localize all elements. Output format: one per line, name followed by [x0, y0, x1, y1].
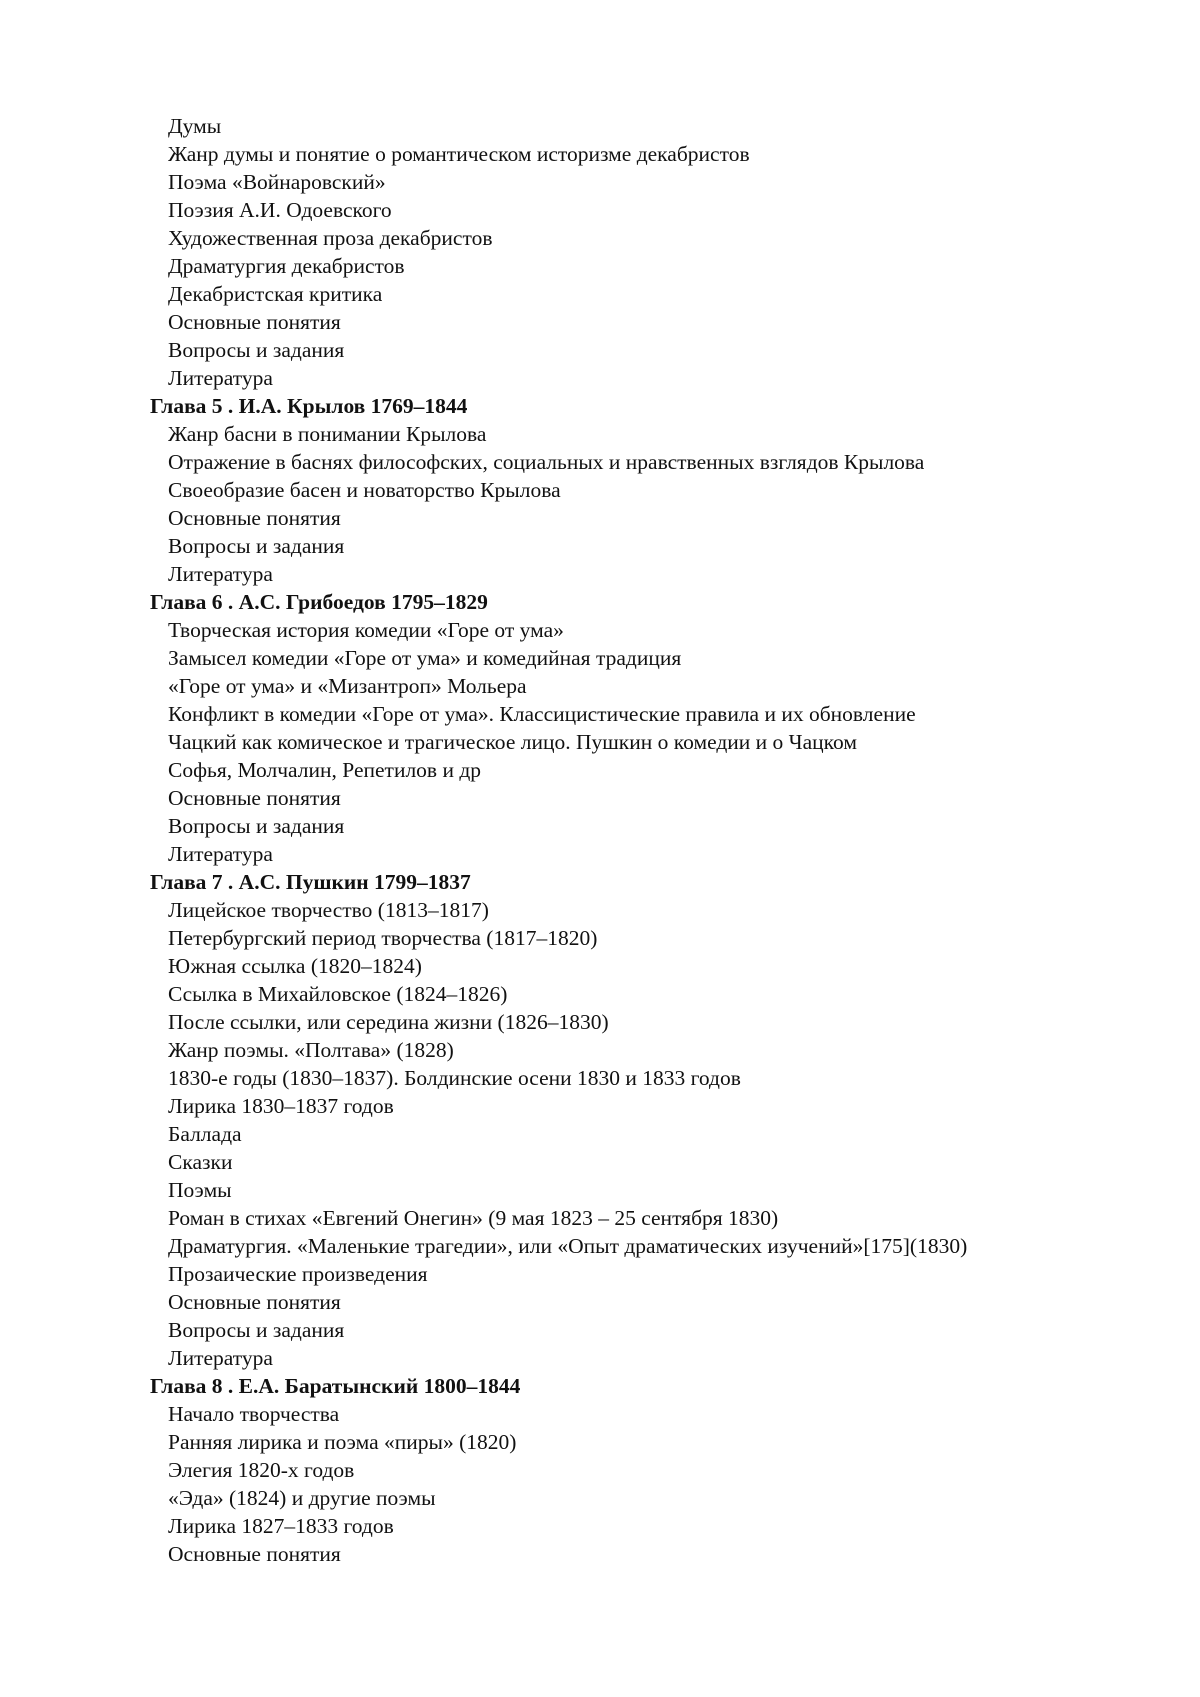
toc-entry: Лирика 1827–1833 годов: [168, 1514, 394, 1538]
toc-entry: Литература: [168, 366, 273, 390]
toc-entry: Поэзия А.И. Одоевского: [168, 198, 392, 222]
chapter-heading: Глава 5 . И.А. Крылов 1769–1844: [150, 394, 468, 418]
toc-entry: Лицейское творчество (1813–1817): [168, 898, 489, 922]
toc-entry: Вопросы и задания: [168, 814, 345, 838]
toc-entry: Жанр басни в понимании Крылова: [168, 422, 487, 446]
toc-entry: Замысел комедии «Горе от ума» и комедийная традиция: [168, 646, 682, 670]
toc-entry: Жанр думы и понятие о романтическом историзме декабристов: [168, 142, 750, 166]
toc-entry: Софья, Молчалин, Репетилов и др: [168, 758, 482, 782]
toc-page: [0, 112, 1200, 1568]
toc-entry: Баллада: [168, 1122, 242, 1146]
toc-entry: Основные понятия: [168, 1542, 341, 1566]
toc-entry: Конфликт в комедии «Горе от ума». Классицистические правила и их обновление: [168, 702, 916, 726]
toc-entry: Начало творчества: [168, 1402, 340, 1426]
toc-entry: Роман в стихах «Евгений Онегин» (9 мая 1823 – 25 сентября 1830): [168, 1206, 779, 1230]
toc-entry: Лирика 1830–1837 годов: [168, 1094, 394, 1118]
toc-entry: Петербургский период творчества (1817–1820): [168, 926, 598, 950]
toc-entry: Вопросы и задания: [168, 534, 345, 558]
toc-entry: Чацкий как комическое и трагическое лицо. Пушкин о комедии и о Чацком: [168, 730, 857, 754]
toc-entry: «Эда» (1824) и другие поэмы: [168, 1486, 436, 1510]
chapter-heading: Глава 8 . Е.А. Баратынский 1800–1844: [150, 1374, 521, 1398]
toc-entry: Вопросы и задания: [168, 1318, 345, 1342]
toc-entry: Отражение в баснях философских, социальных и нравственных взглядов Крылова: [168, 450, 925, 474]
toc-entry: Поэмы: [168, 1178, 232, 1202]
toc-entry: Думы: [168, 114, 222, 138]
toc-entry: Жанр поэмы. «Полтава» (1828): [168, 1038, 454, 1062]
toc-entry: Поэма «Войнаровский»: [168, 170, 386, 194]
toc-entry: Литература: [168, 842, 273, 866]
toc-entry: Основные понятия: [168, 506, 341, 530]
toc-entry: «Горе от ума» и «Мизантроп» Мольера: [168, 674, 527, 698]
toc-entry: После ссылки, или середина жизни (1826–1830): [168, 1010, 609, 1034]
toc-entry: Творческая история комедии «Горе от ума»: [168, 618, 564, 642]
toc-entry: Элегия 1820-х годов: [168, 1458, 355, 1482]
toc-entry: Художественная проза декабристов: [168, 226, 493, 250]
toc-entry: Сказки: [168, 1150, 233, 1174]
toc-entry: Ранняя лирика и поэма «пиры» (1820): [168, 1430, 517, 1454]
table-of-contents: [0, 112, 1200, 1568]
toc-entry: Основные понятия: [168, 310, 341, 334]
toc-entry: Литература: [168, 1346, 273, 1370]
toc-entry: Вопросы и задания: [168, 338, 345, 362]
toc-entry: Основные понятия: [168, 1290, 341, 1314]
toc-entry: Южная ссылка (1820–1824): [168, 954, 422, 978]
toc-entry: Литература: [168, 562, 273, 586]
toc-entry: Ссылка в Михайловское (1824–1826): [168, 982, 508, 1006]
toc-entry: 1830-е годы (1830–1837). Болдинские осени 1830 и 1833 годов: [168, 1066, 741, 1090]
toc-entry: Драматургия декабристов: [168, 254, 405, 278]
chapter-heading: Глава 7 . А.С. Пушкин 1799–1837: [150, 870, 471, 894]
toc-entry: Своеобразие басен и новаторство Крылова: [168, 478, 561, 502]
chapter-heading: Глава 6 . А.С. Грибоедов 1795–1829: [150, 590, 488, 614]
toc-entry: Основные понятия: [168, 786, 341, 810]
toc-entry: Прозаические произведения: [168, 1262, 428, 1286]
toc-entry: Драматургия. «Маленькие трагедии», или «Опыт драматических изучений»[175](1830): [168, 1234, 968, 1258]
toc-entry: Декабристская критика: [168, 282, 383, 306]
